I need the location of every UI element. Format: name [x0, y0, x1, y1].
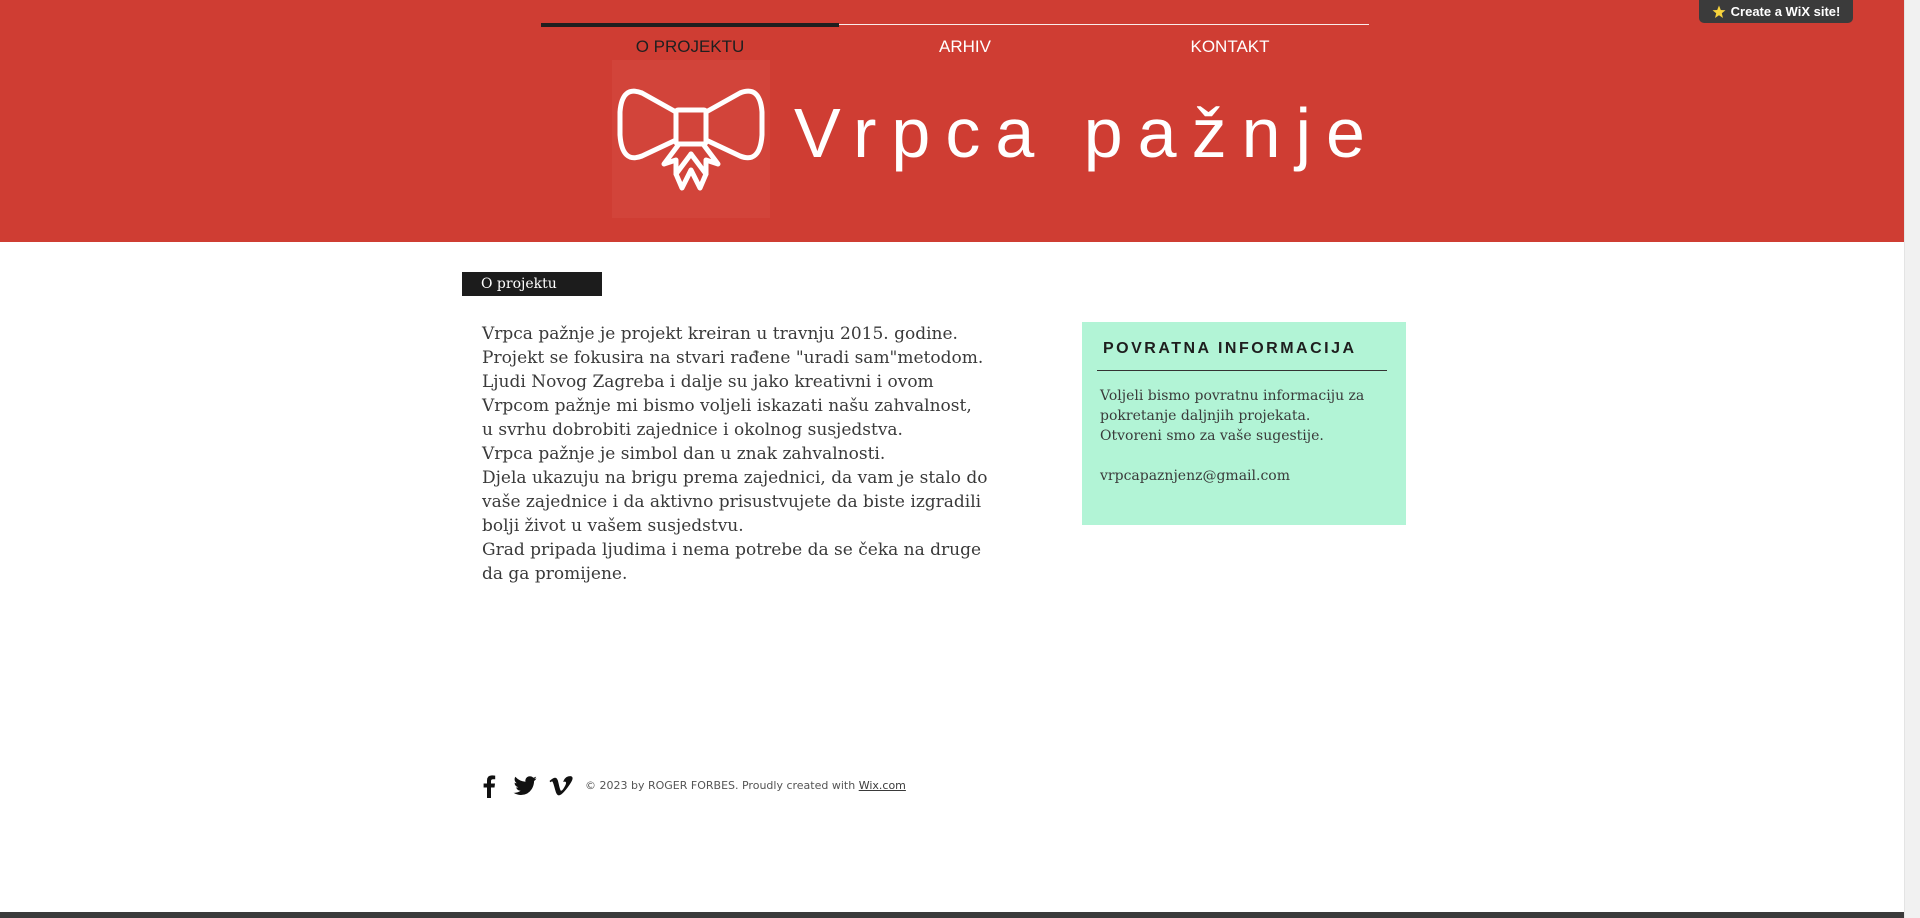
create-wix-site-badge[interactable]	[1699, 0, 1853, 23]
about-line: vaše zajednice i da aktivno prisustvujete da biste izgradili	[482, 492, 982, 512]
nav-item-kontakt[interactable]: KONTAKT	[1190, 37, 1270, 56]
facebook-icon[interactable]	[475, 772, 503, 800]
footer-text: © 2023 by ROGER FORBES. Proudly created with	[585, 779, 859, 792]
about-line: Djela ukazuju na brigu prema zajednici, da vam je stalo do	[482, 468, 988, 488]
feedback-email[interactable]: vrpcapaznjenz@gmail.com	[1100, 468, 1291, 484]
site-header	[0, 0, 1904, 242]
logo[interactable]	[612, 60, 770, 218]
feedback-line: Voljeli bismo povratnu informaciju za	[1100, 388, 1365, 404]
about-line: Vrpca pažnje je simbol dan u znak zahvalnosti.	[482, 444, 886, 464]
about-line: Projekt se fokusira na stvari rađene "uradi sam"metodom.	[482, 348, 984, 368]
site-title[interactable]: Vrpca pažnje	[794, 94, 1380, 172]
feedback-text	[1100, 386, 1400, 446]
wix-badge-label: Create a WiX site!	[1730, 4, 1841, 19]
feedback-title: POVRATNA INFORMACIJA	[1103, 340, 1357, 357]
page-scrollbar[interactable]	[1904, 0, 1920, 918]
bottom-bar	[0, 912, 1904, 918]
about-line: Ljudi Novog Zagreba i dalje su jako kreativni i ovom	[482, 372, 934, 392]
feedback-box	[1082, 322, 1406, 525]
about-text	[482, 322, 988, 586]
about-line: Vrpcom pažnje mi bismo voljeli iskazati našu zahvalnost,	[482, 396, 972, 416]
feedback-divider	[1097, 370, 1387, 371]
section-label: O projektu	[462, 272, 602, 296]
footer-copyright	[585, 777, 906, 795]
about-line: u svrhu dobrobiti zajednice i okolnog susjedstva.	[482, 420, 903, 440]
wix-star-icon	[1712, 5, 1726, 19]
twitter-icon[interactable]	[511, 772, 539, 800]
wix-link[interactable]: Wix.com	[858, 779, 906, 792]
about-line: bolji život u vašem susjedstvu.	[482, 516, 744, 536]
about-line: Vrpca pažnje je projekt kreiran u travnju 2015. godine.	[482, 324, 958, 344]
feedback-line: Otvoreni smo za vaše sugestije.	[1100, 428, 1324, 444]
main-nav	[541, 24, 1369, 61]
nav-item-o-projektu[interactable]: O PROJEKTU	[541, 25, 839, 61]
vimeo-icon[interactable]	[547, 772, 575, 800]
social-bar	[475, 772, 575, 800]
feedback-line: pokretanje daljnjih projekata.	[1100, 408, 1311, 424]
about-line: Grad pripada ljudima i nema potrebe da se čeka na druge	[482, 540, 982, 560]
bow-icon	[612, 60, 770, 218]
about-line: da ga promijene.	[482, 564, 628, 584]
nav-item-arhiv[interactable]: ARHIV	[939, 37, 991, 56]
